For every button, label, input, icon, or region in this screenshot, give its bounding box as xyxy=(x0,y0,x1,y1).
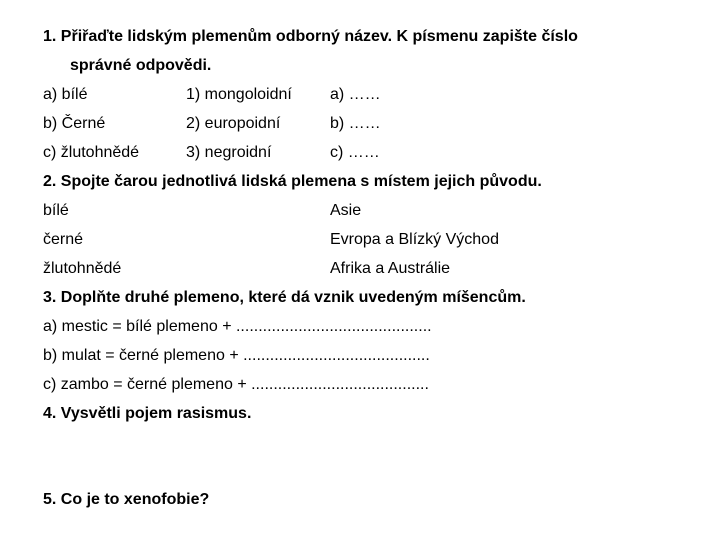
q3-row-b: b) mulat = černé plemeno + .......................................... xyxy=(43,347,430,364)
q5-title: 5. Co je to xenofobie? xyxy=(43,491,210,508)
q1-row-a-middle: 1) mongoloidní xyxy=(186,86,292,103)
q2-row-1-left: bílé xyxy=(43,202,69,219)
q3-title: 3. Doplňte druhé plemeno, které dá vznik uvedeným míšencům. xyxy=(43,289,526,306)
q3-row-c: c) zambo = černé plemeno + ........................................ xyxy=(43,376,429,393)
q1-title-line2: správné odpovědi. xyxy=(70,57,212,74)
q4-title: 4. Vysvětli pojem rasismus. xyxy=(43,405,252,422)
q1-row-b-left: b) Černé xyxy=(43,115,106,132)
q2-row-3-right: Afrika a Austrálie xyxy=(330,260,451,277)
q1-row-b-right: b) …… xyxy=(330,115,381,132)
q1-row-c-right: c) …… xyxy=(330,144,380,161)
q2-title: 2. Spojte čarou jednotlivá lidská plemena s místem jejich původu. xyxy=(43,173,542,190)
q2-row-1-right: Asie xyxy=(330,202,362,219)
q1-row-a-left: a) bílé xyxy=(43,86,88,103)
q1-row-c-left: c) žlutohnědé xyxy=(43,144,140,161)
q1-row-b-middle: 2) europoidní xyxy=(186,115,281,132)
q2-row-2-left: černé xyxy=(43,231,84,248)
q1-row-a-right: a) …… xyxy=(330,86,381,103)
q2-row-2-right: Evropa a Blízký Východ xyxy=(330,231,499,248)
q1-row-c-middle: 3) negroidní xyxy=(186,144,272,161)
q3-row-a: a) mestic = bílé plemeno + ............................................ xyxy=(43,318,432,335)
q1-title-line1: 1. Přiřaďte lidským plemenům odborný název. K písmenu zapište číslo xyxy=(43,28,578,45)
q2-row-3-left: žlutohnědé xyxy=(43,260,122,277)
